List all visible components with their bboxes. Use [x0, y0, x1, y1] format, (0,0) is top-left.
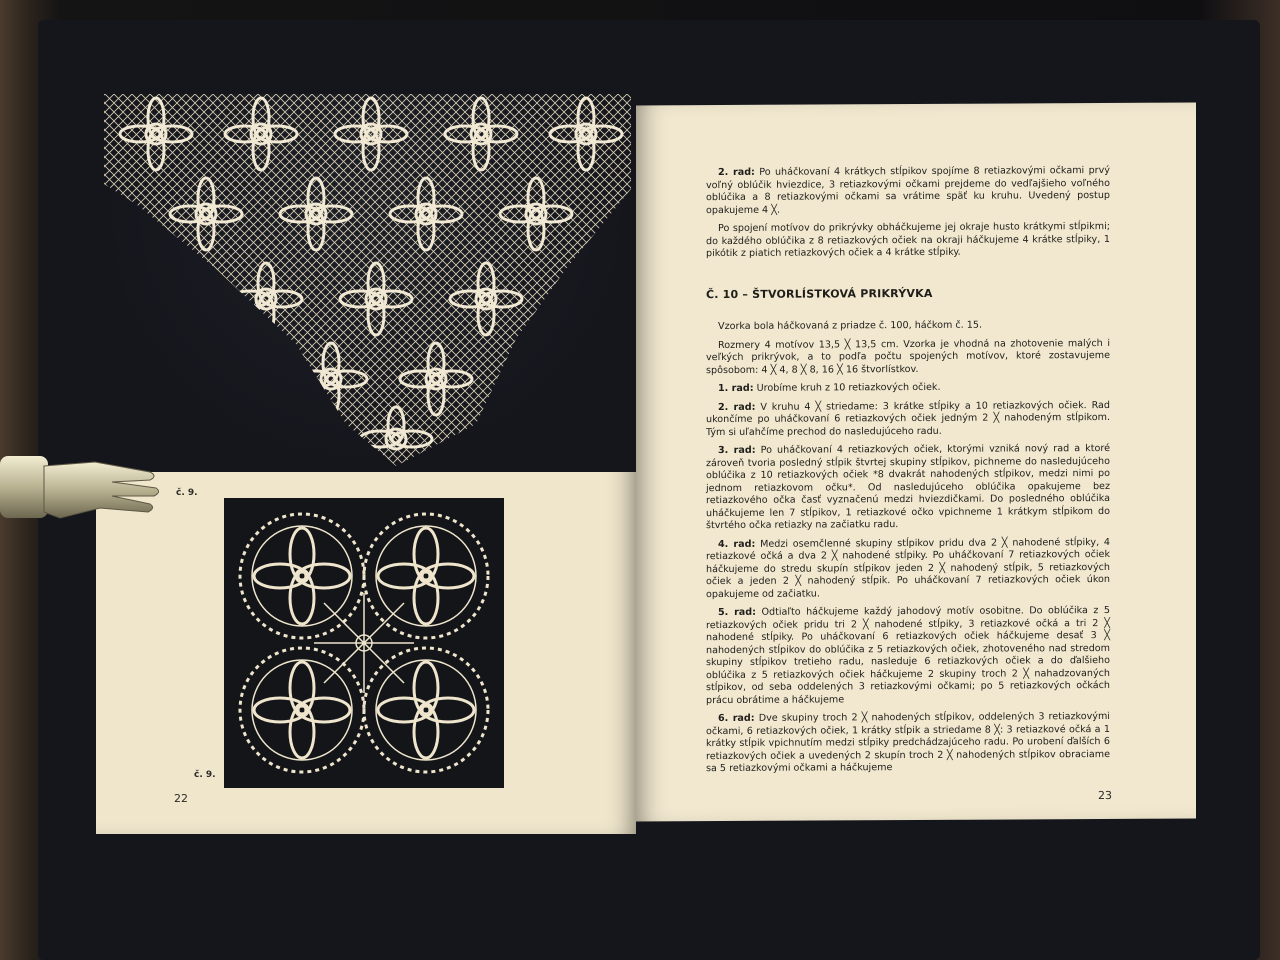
row-text: Medzi osemčlenné skupiny stĺpikov pridu dva 2 ╳ nahodené stĺpiky, 4 retiazkové očká a dva 2 ╳ nahodené stĺpiky. Po uháčkovaní 7 retiazkových očiek háčkujeme do stredu skupín stĺpikov jeden 2 ╳ nahodený stĺpik, 5 retiazkových očiek a jeden 2 ╳ nahodený stĺpik. Po uháčkovaní 7 retiazkových očiek úkon opakujeme od začiatku.	[706, 536, 1110, 600]
row-label: 5. rad:	[718, 606, 756, 619]
page-number-right: 23	[1098, 788, 1112, 803]
page-number-left: 22	[174, 792, 188, 805]
left-page	[96, 94, 636, 834]
row-label: 4. rad:	[718, 538, 756, 550]
paragraph-row3	[706, 443, 1110, 533]
row-label: 3. rad:	[718, 444, 756, 457]
paragraph-row2b	[706, 399, 1110, 439]
row-text: Odtiaľto háčkujeme každý jahodový motív osobitne. Do oblúčika z 5 retiazkových očiek pridu tri 2 ╳ nahodené stĺpiky, 3 retiazkové očká a tri 2 ╳ nahodené stĺpiky. Po uháčkovaní 6 retiazkových očiek háčkujeme desať 3 ╳ nahodených stĺpikov do oblúčika z 5 retiazkových očiek, zhotoveného nad stredom skupiny stĺpikov tretieho radu, nasleduje 6 retiazkových očiek a do ďalšieho oblúčika z 5 retiazkových očiek háčkujeme 2 skupiny troch 2 ╳ nahadzovaných stĺpikov, od seba oddelených 3 retiazkovými očkami; po 5 retiazkových očkách prácu obrátime a háčkujeme	[706, 604, 1110, 706]
lace-shawl-photo	[96, 94, 636, 472]
row-text: Dve skupiny troch 2 ╳ nahodených stĺpikov, oddelených 3 retiazkovými očkami, 6 retiazkových očiek, 1 krátky stĺpik a striedame 8 ╳: 3 retiazkové očká a 1 krátky stĺpik vpichnutím medzi stĺpiky predchádzajúceho radu. Po urobení ďalších 6 retiazkových očiek a uvedených 2 skupín troch 2 ╳ nahodených stĺpikov obraciame sa 5 retiazkovými očkami a háčkujeme	[706, 710, 1110, 775]
row-label: 6. rad:	[718, 712, 755, 725]
paragraph-row5	[706, 605, 1110, 707]
row-text: V kruhu 4 ╳ striedame: 3 krátke stĺpiky a 10 retiazkových očiek. Rad ukončíme po uháčkovaní 6 retiazkových očiek jedným 2 ╳ nahodeným stĺpikom. Tým si uľahčíme prechod do nasledujúceho radu.	[706, 399, 1110, 438]
paragraph-edging: Po spojení motívov do prikrývky obháčkujeme jej okraje husto krátkymi stĺpikmi; do každého oblúčika z 8 retiazkových očiek na okraji háčkujeme 4 krátke stĺpiky, 1 pikótik z piatich retiazkových očiek a 4 krátke stĺpiky.	[706, 220, 1110, 260]
figure-caption-bottom: č. 9.	[194, 770, 216, 780]
right-page	[636, 103, 1196, 822]
row-text: Po uháčkovaní 4 retiazkových očiek, ktorými vzniká nový rad a ktoré zároveň tvoria posledný stĺpik štvrtej skupiny stĺpikov, pichneme do nasledujúceho oblúčika z 10 retiazkových očiek *8 dvakrát nahodených stĺpikov, medzi nimi po jednom retiazkovom očku*. Od nasledujúceho oblúčika opakujeme bez retiazkového očka časť vyznačenú medzi hviezdičkami. Do posledného oblúčika uháčkujeme len 7 stĺpikov, 1 retiazkové očko vpichneme 1 krátkym stĺpikom do štvrtého očka retiazky na začiatku radu.	[706, 442, 1110, 532]
row-label: 2. rad:	[718, 401, 756, 413]
lace-shawl-image	[96, 94, 636, 472]
row-label: 1. rad:	[718, 382, 754, 395]
section-heading: Č. 10 – ŠTVORLÍSTKOVÁ PRIKRÝVKA	[706, 286, 933, 301]
lace-motif-image	[224, 498, 504, 788]
row-text: Po uháčkovaní 4 krátkych stĺpikov spojíme 8 retiazkovými očkami prvý voľný oblúčik hviezdice, 3 retiazkovými očkami prejdeme do vedľajšieho voľného oblúčika a 8 retiazkovými očkami sa vrátime späť ku kruhu. Uvedený postup opakujeme 4 ╳.	[706, 164, 1110, 216]
paragraph-row6	[706, 711, 1110, 776]
lace-motif-photo	[224, 498, 504, 788]
row-label: 2. rad:	[718, 166, 755, 179]
paragraph-row1	[706, 381, 1110, 396]
figure-caption-top: č. 9.	[176, 488, 198, 498]
instructions-text	[706, 165, 1110, 782]
row-text: Urobíme kruh z 10 retiazkových očiek.	[756, 381, 941, 394]
paragraph-row4	[706, 536, 1110, 601]
paragraph-dimensions: Rozmery 4 motívov 13,5 ╳ 13,5 cm. Vzorka je vhodná na zhotovenie malých i veľkých prikrývok, a to podľa počtu spojených motívov, ktoré zostavujeme spôsobom: 4 ╳ 4, 8 ╳ 8, 16 ╳ 16 štvorlístkov.	[706, 337, 1110, 376]
paragraph-yarn: Vzorka bola háčkovaná z priadze č. 100, háčkom č. 15.	[718, 319, 983, 333]
brass-hand-page-clip	[0, 452, 160, 524]
paragraph-row2	[706, 165, 1110, 217]
